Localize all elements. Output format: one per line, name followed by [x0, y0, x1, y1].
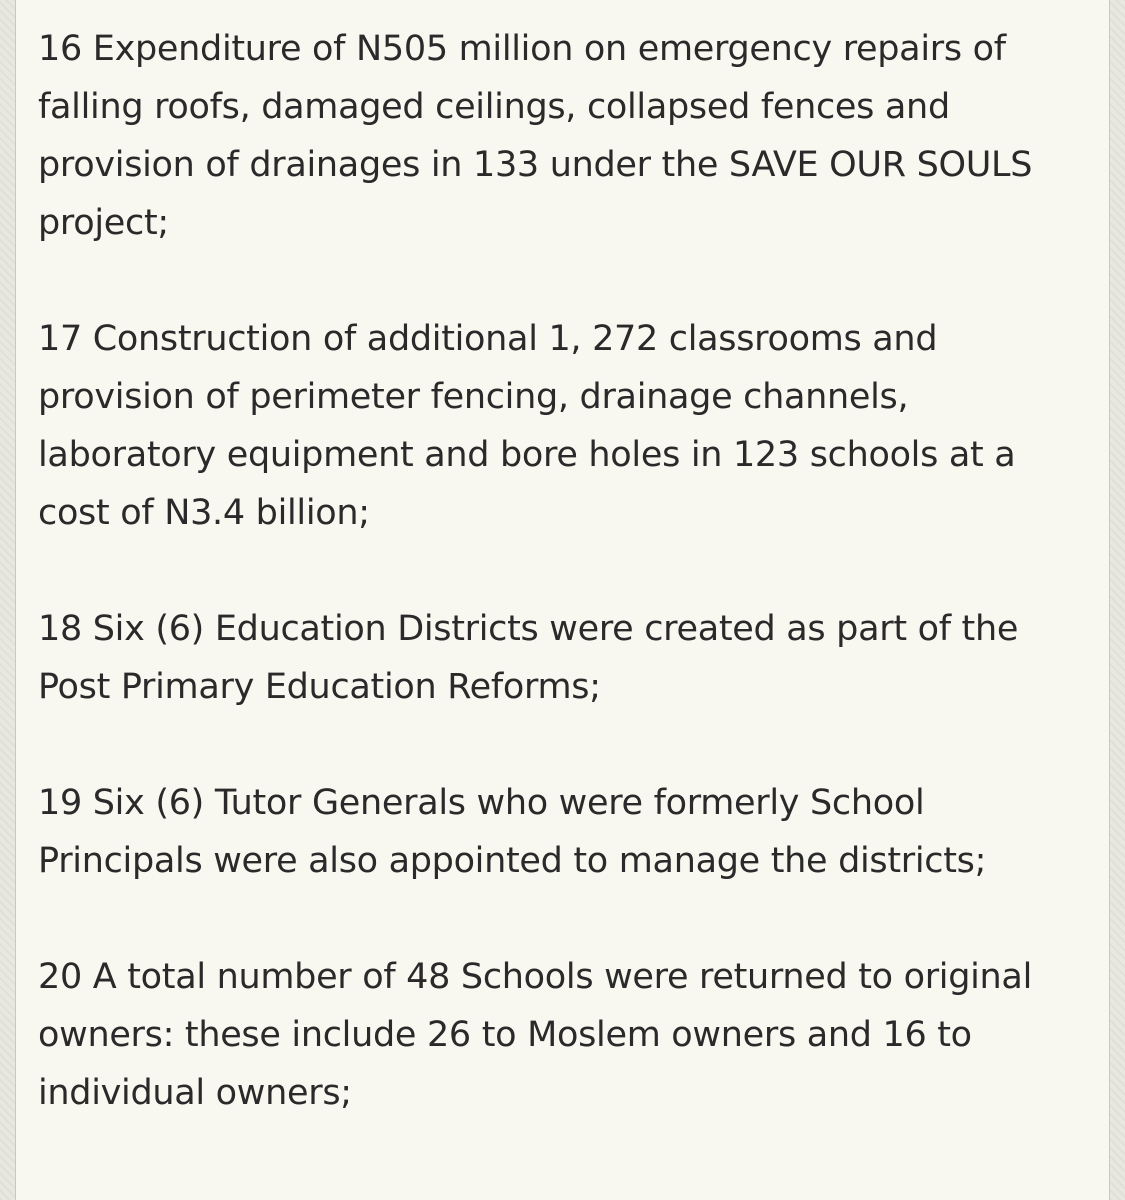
list-item-20: 20 A total number of 48 Schools were returned to original owners: these include 26 to Moslem owners and 16 to individual owners; [38, 957, 1033, 1113]
list-item-19: 19 Six (6) Tutor Generals who were formerly School Principals were also appointed to manage the districts; [38, 783, 987, 881]
list-item-18: 18 Six (6) Education Districts were created as part of the Post Primary Education Reforms; [38, 609, 1019, 707]
left-border-strip [0, 0, 15, 1200]
list-item-16: 16 Expenditure of N505 million on emergency repairs of falling roofs, damaged ceilings, collapsed fences and provision of drainages in 133 under the SAVE OUR SOULS project; [38, 29, 1033, 243]
list-item-17: 17 Construction of additional 1, 272 classrooms and provision of perimeter fencing, drainage channels, laboratory equipment and bore holes in 123 schools at a cost of N3.4 billion; [38, 319, 1016, 533]
document-body [15, 0, 1110, 1200]
right-border-strip [1110, 0, 1125, 1200]
